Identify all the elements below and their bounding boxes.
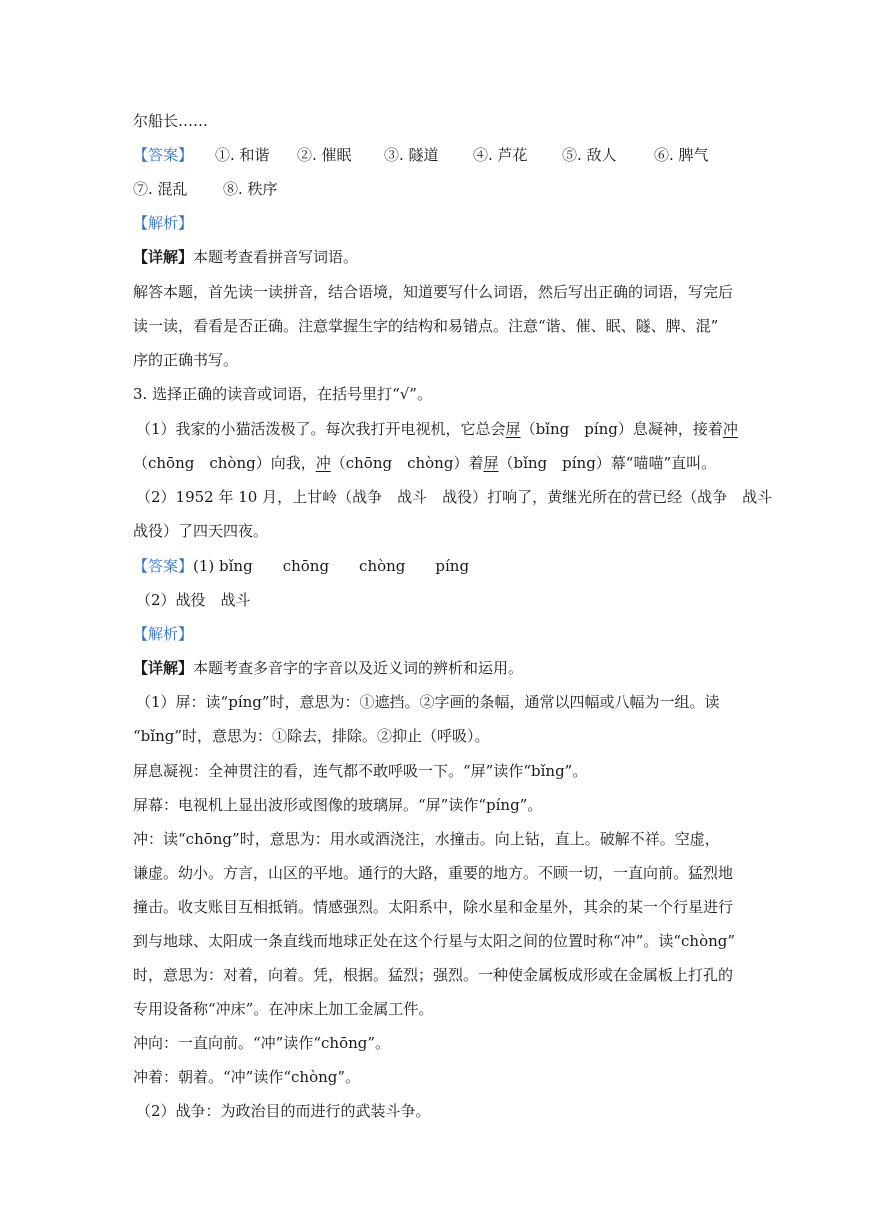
- paragraph-line: 读一读，看看是否正确。注意掌握生字的结构和易错点。注意“谐、催、眠、隧、脾、混”: [133, 317, 719, 335]
- answer-tag: 【答案】: [133, 146, 194, 164]
- answer-3-line1: [133, 555, 469, 577]
- analysis-tag: 【解析】: [133, 214, 194, 232]
- detail-text: 本题考查多音字的字音以及近义词的辨析和运用。: [193, 659, 524, 677]
- analysis-tag: 【解析】: [133, 625, 194, 643]
- answer-text: (1) bǐng chōng chòng píng: [193, 557, 470, 575]
- underlined-char: 冲: [722, 420, 738, 438]
- detail-tag: 【详解】: [133, 248, 194, 266]
- paragraph-line: 冲：读“chōng”时，意思为：用水或酒浇注，水撞击。向上钻，直上。破解不祥。空虚，: [133, 830, 720, 848]
- answer-item: ⑤. 敌人: [562, 146, 617, 164]
- question-3-part1-line2: [133, 452, 716, 474]
- answer-item: ③. 隧道: [384, 146, 439, 164]
- text-segment: （chōng chòng）向我，: [133, 454, 316, 472]
- paragraph-line: 谦虚。幼小。方言，山区的平地。通行的大路，重要的地方。不顾一切，一直向前。猛烈地: [133, 864, 734, 882]
- paragraph-line: 到与地球、太阳成一条直线而地球正处在这个行星与太阳之间的位置时称“冲”。读“chòng”: [133, 932, 736, 950]
- answer-item: ①. 和谐: [215, 146, 270, 164]
- question-3-part1-line1: [136, 418, 738, 440]
- detail-line: [133, 246, 358, 268]
- paragraph-line: 时，意思为：对着，向着。凭，根据。猛烈；强烈。一种使金属板成形或在金属板上打孔的: [133, 966, 734, 984]
- underlined-char: 冲: [315, 454, 331, 472]
- answer-item: ⑧. 秩序: [223, 180, 278, 198]
- paragraph-line: 撞击。收支账目互相抵销。情感强烈。太阳系中，除水星和金星外，其余的某一个行星进行: [133, 898, 734, 916]
- paragraph-line: （2）战争：为政治目的而进行的武装斗争。: [136, 1102, 431, 1120]
- paragraph-line: 专用设备称“冲床”。在冲床上加工金属工件。: [133, 1000, 434, 1018]
- paragraph-line: “bǐng”时，意思为：①除去，排除。②抑止（呼吸）。: [133, 727, 490, 745]
- answer-item: ②. 催眠: [297, 146, 352, 164]
- paragraph-line: 解答本题，首先读一读拼音，结合语境，知道要写什么词语，然后写出正确的词语，写完后: [133, 283, 734, 301]
- answer-item: ⑥. 脾气: [654, 146, 709, 164]
- text-segment: （bǐng píng）幕“喵喵”直叫。: [498, 454, 717, 472]
- text-segment: （1）我家的小猫活泼极了。每次我打开电视机，它总会: [136, 420, 506, 438]
- answer-item: ④. 芦花: [473, 146, 528, 164]
- detail-tag: 【详解】: [133, 659, 194, 677]
- underlined-char: 屏: [505, 420, 521, 438]
- paragraph-line: 屏息凝视：全神贯注的看，连气都不敢呼吸一下。“屏”读作“bǐng”。: [133, 762, 588, 780]
- underlined-char: 屏: [483, 454, 499, 472]
- answer-tag: 【答案】: [133, 557, 194, 575]
- detail-text: 本题考查看拼音写词语。: [193, 248, 359, 266]
- question-3-part2-line1: （2）1952 年 10 月，上甘岭（战争 战斗 战役）打响了，黄继光所在的营已经（战争 战斗: [136, 488, 773, 506]
- question-3-part2-line2: 战役）了四天四夜。: [133, 522, 269, 540]
- question-3-title: 3. 选择正确的读音或词语，在括号里打“√”。: [133, 385, 432, 403]
- answer-item: ⑦. 混乱: [133, 180, 188, 198]
- paragraph-line: 冲着：朝着。“冲”读作“chòng”。: [133, 1068, 361, 1086]
- answer-3-line2: （2）战役 战斗: [136, 591, 251, 609]
- text-segment: （bǐng píng）息凝神，接着: [520, 420, 723, 438]
- paragraph-line: （1）屏：读“píng”时，意思为：①遮挡。②字画的条幅，通常以四幅或八幅为一组。读: [136, 693, 720, 711]
- answer-line-1: [133, 144, 709, 166]
- paragraph-line: 冲向：一直向前。“冲”读作“chōng”。: [133, 1034, 391, 1052]
- detail-line: [133, 657, 523, 679]
- text-segment: （chōng chòng）着: [330, 454, 484, 472]
- paragraph-line: 序的正确书写。: [133, 351, 239, 369]
- answer-line-2: [133, 178, 278, 200]
- text-line: 尔船长……: [133, 112, 209, 130]
- paragraph-line: 屏幕：电视机上显出波形或图像的玻璃屏。“屏”读作“píng”。: [133, 796, 543, 814]
